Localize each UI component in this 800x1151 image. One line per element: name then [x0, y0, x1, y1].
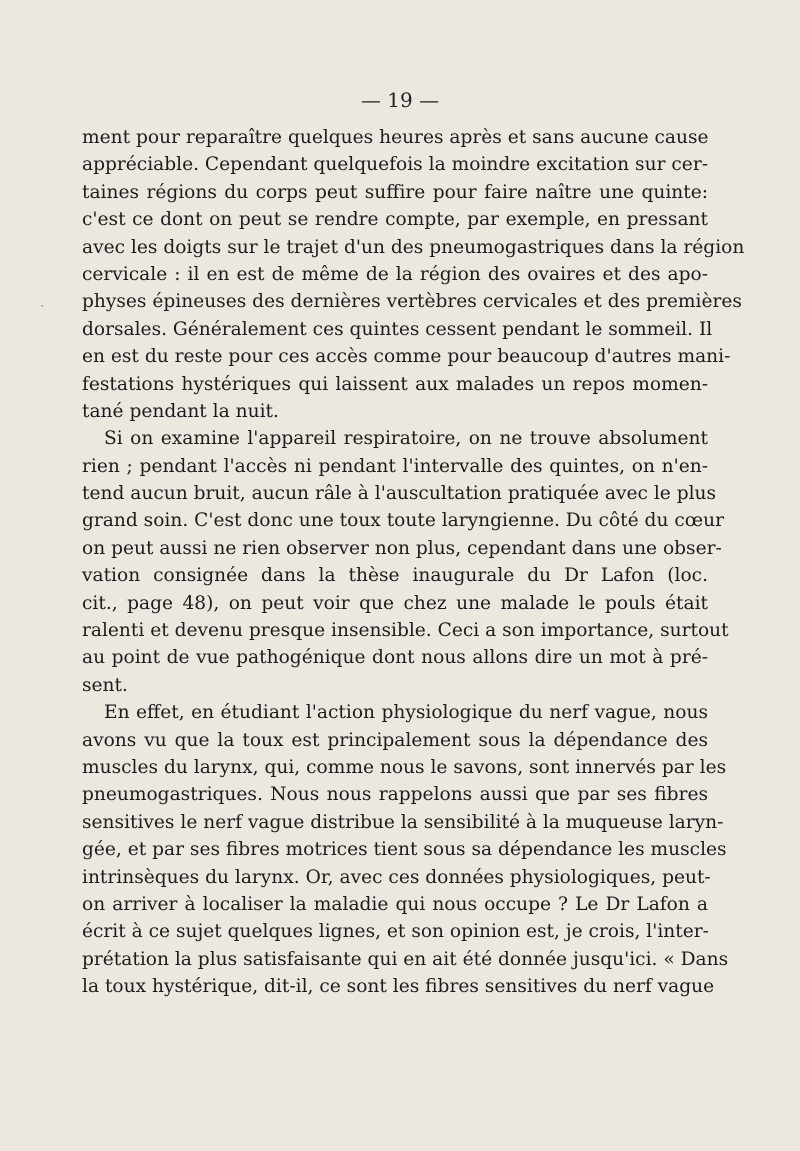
margin-mark: ˏ: [40, 292, 45, 308]
text-line: ralenti et devenu presque insensible. Ceci a son importance, surtout: [82, 620, 729, 642]
text-line: avons vu que la toux est principalement sous la dépendance des: [82, 729, 708, 751]
body-text: [82, 124, 745, 1001]
text-line: En effet, en étudiant l'action physiologique du nerf vague, nous: [104, 702, 708, 724]
text-line: en est du reste pour ces accès comme pour beaucoup d'autres mani-: [82, 346, 731, 368]
text-line: festations hystériques qui laissent aux malades un repos momen-: [82, 373, 708, 395]
text-line: écrit à ce sujet quelques lignes, et son opinion est, je crois, l'inter-: [82, 921, 709, 943]
text-line: tané pendant la nuit.: [82, 400, 279, 422]
text-line: tend aucun bruit, aucun râle à l'auscultation pratiquée avec le plus: [82, 483, 717, 505]
text-line: Si on examine l'appareil respiratoire, on ne trouve absolument: [104, 428, 708, 450]
text-line: grand soin. C'est donc une toux toute laryngienne. Du côté du cœur: [82, 510, 725, 532]
text-line: rien ; pendant l'accès ni pendant l'intervalle des quintes, on n'en-: [82, 455, 708, 477]
text-line: avec les doigts sur le trajet d'un des pneumogastriques dans la région: [82, 236, 745, 258]
page-number: — 19 —: [360, 88, 440, 112]
text-line: taines régions du corps peut suffire pour faire naître une quinte:: [82, 181, 708, 203]
text-line: on peut aussi ne rien observer non plus, cependant dans une obser-: [82, 537, 722, 559]
text-line: cervicale : il en est de même de la région des ovaires et des apo-: [82, 263, 708, 285]
text-line: au point de vue pathogénique dont nous allons dire un mot à pré-: [82, 647, 708, 669]
text-line: vation consignée dans la thèse inaugurale du Dr Lafon (loc.: [82, 565, 708, 587]
text-line: muscles du larynx, qui, comme nous le savons, sont innervés par les: [82, 756, 727, 778]
text-line: gée, et par ses fibres motrices tient sous sa dépendance les muscles: [82, 839, 727, 861]
text-line: on arriver à localiser la maladie qui nous occupe ? Le Dr Lafon a: [82, 893, 708, 915]
text-line: pneumogastriques. Nous nous rappelons aussi que par ses fibres: [82, 784, 708, 806]
text-line: ment pour reparaître quelques heures après et sans aucune cause: [82, 127, 709, 148]
text-line: cit., page 48), on peut voir que chez une malade le pouls était: [82, 592, 708, 614]
text-line: physes épineuses des dernières vertèbres cervicales et des premières: [82, 291, 742, 313]
text-line: dorsales. Généralement ces quintes cessent pendant le sommeil. Il: [82, 318, 713, 340]
text-line: prétation la plus satisfaisante qui en ait été donnée jusqu'ici. « Dans: [82, 948, 729, 970]
text-line: intrinsèques du larynx. Or, avec ces données physiologiques, peut-: [82, 866, 711, 888]
text-line: la toux hystérique, dit-il, ce sont les fibres sensitives du nerf vague: [82, 976, 715, 998]
text-line: c'est ce dont on peut se rendre compte, par exemple, en pressant: [82, 209, 708, 231]
text-line: sent.: [82, 674, 128, 696]
text-line: sensitives le nerf vague distribue la sensibilité à la muqueuse laryn-: [82, 811, 724, 833]
text-line: appréciable. Cependant quelquefois la moindre excitation sur cer-: [82, 154, 708, 176]
